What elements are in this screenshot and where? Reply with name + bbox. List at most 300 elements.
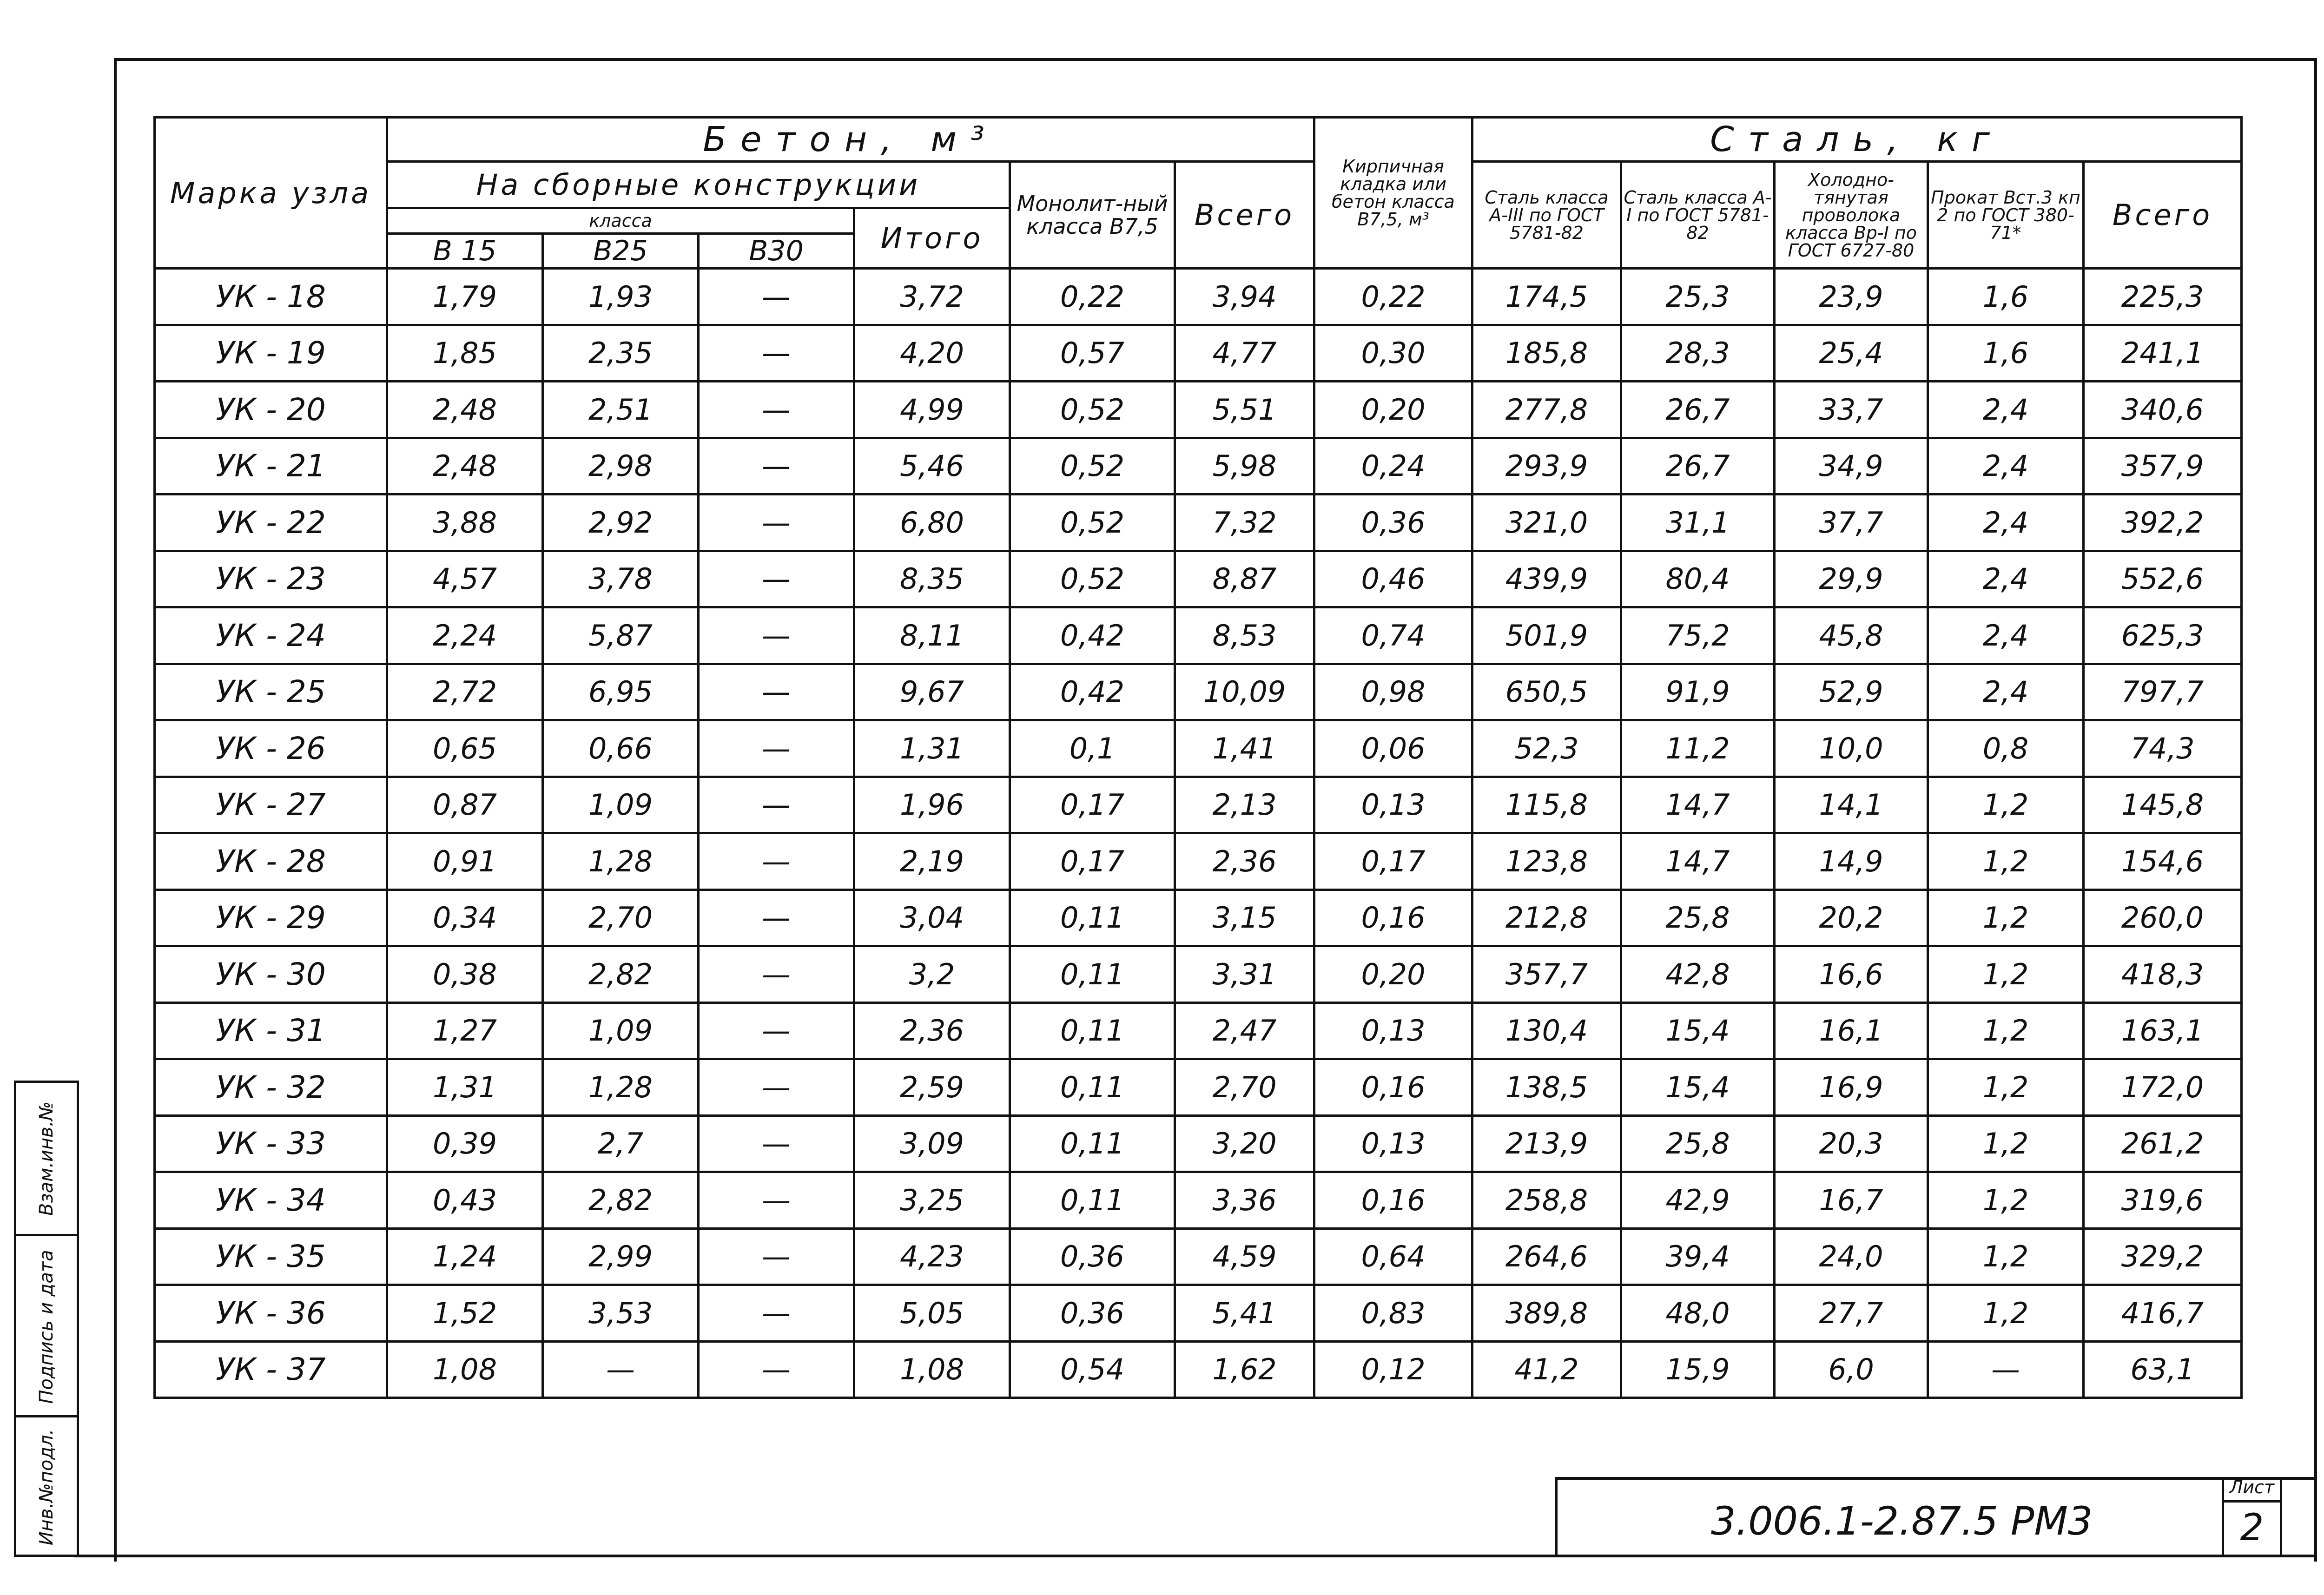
cell-b25: 2,82 (543, 946, 699, 1003)
cell-a3: 357,7 (1472, 946, 1621, 1003)
cell-brick: 0,22 (1314, 269, 1472, 325)
cell-sum: 3,20 (1175, 1115, 1314, 1172)
side-cell-sign-date (16, 1234, 77, 1417)
cell-sum: 3,94 (1175, 269, 1314, 325)
cell-a3: 439,9 (1472, 551, 1621, 607)
table-row (155, 494, 2242, 551)
cell-mark: УК - 32 (155, 1059, 387, 1116)
cell-total: 3,04 (854, 890, 1010, 946)
cell-b25: 2,7 (543, 1115, 699, 1172)
cell-b30: — (699, 1115, 854, 1172)
cell-brick: 0,20 (1314, 946, 1472, 1003)
cell-total: 1,31 (854, 720, 1010, 777)
cell-b15: 0,38 (387, 946, 543, 1003)
cell-b25: 2,92 (543, 494, 699, 551)
cell-sum: 8,87 (1175, 551, 1314, 607)
cell-a1: 11,2 (1621, 720, 1775, 777)
cell-wire: 16,9 (1775, 1059, 1928, 1116)
cell-sum: 1,62 (1175, 1341, 1314, 1398)
cell-a1: 15,4 (1621, 1002, 1775, 1059)
header-brick: Кирпичная кладка или бетон класса В7,5, м³ (1314, 118, 1472, 269)
cell-mark: УК - 21 (155, 438, 387, 494)
cell-wire: 14,9 (1775, 833, 1928, 890)
cell-steel: 625,3 (2084, 607, 2242, 664)
cell-total: 5,46 (854, 438, 1010, 494)
cell-sum: 4,77 (1175, 325, 1314, 382)
cell-brick: 0,13 (1314, 1115, 1472, 1172)
cell-steel: 261,2 (2084, 1115, 2242, 1172)
cell-a1: 25,3 (1621, 269, 1775, 325)
header-steel: Сталь, кг (1472, 118, 2242, 162)
header-b30: В30 (699, 234, 854, 269)
cell-b25: 1,28 (543, 1059, 699, 1116)
cell-a3: 115,8 (1472, 777, 1621, 833)
cell-rolled: 1,6 (1928, 269, 2084, 325)
cell-a3: 277,8 (1472, 382, 1621, 438)
side-stamp (14, 1081, 79, 1557)
cell-brick: 0,16 (1314, 1172, 1472, 1229)
cell-a1: 26,7 (1621, 438, 1775, 494)
cell-sum: 2,36 (1175, 833, 1314, 890)
table-row (155, 720, 2242, 777)
cell-b30: — (699, 382, 854, 438)
cell-a3: 321,0 (1472, 494, 1621, 551)
cell-brick: 0,12 (1314, 1341, 1472, 1398)
cell-steel: 329,2 (2084, 1228, 2242, 1285)
cell-brick: 0,83 (1314, 1285, 1472, 1342)
cell-total: 3,2 (854, 946, 1010, 1003)
cell-wire: 27,7 (1775, 1285, 1928, 1342)
header-wire: Холодно-тянутая проволока класса Вр-I по ГОСТ 6727-80 (1775, 162, 1928, 269)
cell-a1: 31,1 (1621, 494, 1775, 551)
cell-b15: 0,87 (387, 777, 543, 833)
header-b25: В25 (543, 234, 699, 269)
cell-b30: — (699, 494, 854, 551)
cell-a3: 293,9 (1472, 438, 1621, 494)
cell-sum: 5,41 (1175, 1285, 1314, 1342)
cell-a3: 185,8 (1472, 325, 1621, 382)
cell-a1: 42,8 (1621, 946, 1775, 1003)
cell-rolled: 2,4 (1928, 551, 2084, 607)
cell-mono: 0,52 (1010, 494, 1175, 551)
header-mark: Марка узла (155, 118, 387, 269)
cell-mark: УК - 24 (155, 607, 387, 664)
cell-mark: УК - 29 (155, 890, 387, 946)
side-cell-inv-repl (16, 1415, 77, 1557)
cell-rolled: 2,4 (1928, 607, 2084, 664)
cell-b15: 0,34 (387, 890, 543, 946)
cell-brick: 0,20 (1314, 382, 1472, 438)
cell-b15: 2,48 (387, 382, 543, 438)
cell-steel: 145,8 (2084, 777, 2242, 833)
cell-sum: 4,59 (1175, 1228, 1314, 1285)
cell-total: 3,25 (854, 1172, 1010, 1229)
cell-mono: 0,11 (1010, 1002, 1175, 1059)
cell-b30: — (699, 1228, 854, 1285)
cell-mark: УК - 18 (155, 269, 387, 325)
cell-b25: 2,70 (543, 890, 699, 946)
sheet-box (2222, 1477, 2282, 1557)
header-prefab: На сборные конструкции (387, 162, 1010, 208)
cell-b30: — (699, 1341, 854, 1398)
cell-b25: 1,28 (543, 833, 699, 890)
table-row (155, 269, 2242, 325)
cell-b25: 2,35 (543, 325, 699, 382)
cell-b15: 3,88 (387, 494, 543, 551)
cell-total: 4,23 (854, 1228, 1010, 1285)
cell-wire: 20,2 (1775, 890, 1928, 946)
side-cell-inv-orig (16, 1083, 77, 1234)
cell-b25: 2,99 (543, 1228, 699, 1285)
cell-sum: 8,53 (1175, 607, 1314, 664)
cell-b15: 2,48 (387, 438, 543, 494)
cell-a3: 174,5 (1472, 269, 1621, 325)
cell-b15: 2,72 (387, 664, 543, 720)
cell-sum: 2,13 (1175, 777, 1314, 833)
cell-steel: 163,1 (2084, 1002, 2242, 1059)
cell-b30: — (699, 438, 854, 494)
cell-b30: — (699, 720, 854, 777)
cell-wire: 45,8 (1775, 607, 1928, 664)
cell-wire: 33,7 (1775, 382, 1928, 438)
cell-b30: — (699, 1172, 854, 1229)
cell-b15: 0,39 (387, 1115, 543, 1172)
table-row (155, 890, 2242, 946)
header-steel-a3: Сталь класса А-III по ГОСТ 5781-82 (1472, 162, 1621, 269)
cell-brick: 0,74 (1314, 607, 1472, 664)
table-row (155, 1002, 2242, 1059)
cell-a1: 80,4 (1621, 551, 1775, 607)
specification-table (153, 116, 2243, 1399)
cell-mono: 0,17 (1010, 833, 1175, 890)
cell-b30: — (699, 833, 854, 890)
cell-steel: 357,9 (2084, 438, 2242, 494)
cell-total: 4,99 (854, 382, 1010, 438)
cell-mono: 0,54 (1010, 1341, 1175, 1398)
table-row (155, 1228, 2242, 1285)
cell-mark: УК - 19 (155, 325, 387, 382)
cell-b15: 1,52 (387, 1285, 543, 1342)
cell-a1: 15,4 (1621, 1059, 1775, 1116)
cell-mark: УК - 27 (155, 777, 387, 833)
cell-mono: 0,36 (1010, 1285, 1175, 1342)
cell-brick: 0,24 (1314, 438, 1472, 494)
header-steel-a1: Сталь класса А-I по ГОСТ 5781-82 (1621, 162, 1775, 269)
cell-total: 1,08 (854, 1341, 1010, 1398)
cell-a1: 91,9 (1621, 664, 1775, 720)
cell-mono: 0,52 (1010, 551, 1175, 607)
cell-brick: 0,06 (1314, 720, 1472, 777)
cell-rolled: 1,2 (1928, 890, 2084, 946)
cell-mono: 0,22 (1010, 269, 1175, 325)
cell-mono: 0,42 (1010, 664, 1175, 720)
cell-b30: — (699, 607, 854, 664)
cell-wire: 34,9 (1775, 438, 1928, 494)
cell-rolled: 1,2 (1928, 1002, 2084, 1059)
table-row (155, 777, 2242, 833)
cell-b30: — (699, 1059, 854, 1116)
cell-wire: 14,1 (1775, 777, 1928, 833)
cell-sum: 10,09 (1175, 664, 1314, 720)
cell-b15: 1,08 (387, 1341, 543, 1398)
cell-rolled: 1,2 (1928, 1115, 2084, 1172)
cell-b25: 6,95 (543, 664, 699, 720)
cell-a3: 123,8 (1472, 833, 1621, 890)
cell-mono: 0,11 (1010, 1059, 1175, 1116)
cell-a1: 25,8 (1621, 1115, 1775, 1172)
cell-steel: 340,6 (2084, 382, 2242, 438)
cell-b25: 5,87 (543, 607, 699, 664)
cell-total: 1,96 (854, 777, 1010, 833)
table-row (155, 1172, 2242, 1229)
cell-mono: 0,1 (1010, 720, 1175, 777)
header-class: класса (387, 208, 854, 234)
cell-mark: УК - 30 (155, 946, 387, 1003)
cell-b25: 3,78 (543, 551, 699, 607)
cell-b25: 2,51 (543, 382, 699, 438)
cell-rolled: 1,2 (1928, 1228, 2084, 1285)
sheet-number: 2 (2240, 1506, 2264, 1549)
cell-total: 9,67 (854, 664, 1010, 720)
cell-a3: 138,5 (1472, 1059, 1621, 1116)
cell-b15: 1,31 (387, 1059, 543, 1116)
cell-mono: 0,17 (1010, 777, 1175, 833)
cell-steel: 552,6 (2084, 551, 2242, 607)
cell-sum: 3,15 (1175, 890, 1314, 946)
cell-steel: 63,1 (2084, 1341, 2242, 1398)
cell-mono: 0,11 (1010, 946, 1175, 1003)
cell-steel: 74,3 (2084, 720, 2242, 777)
cell-sum: 5,98 (1175, 438, 1314, 494)
cell-a3: 264,6 (1472, 1228, 1621, 1285)
cell-b25: 2,82 (543, 1172, 699, 1229)
cell-total: 3,09 (854, 1115, 1010, 1172)
cell-a1: 25,8 (1621, 890, 1775, 946)
cell-rolled: 1,2 (1928, 777, 2084, 833)
table-row (155, 551, 2242, 607)
title-block (1555, 1477, 2315, 1557)
header-total: Итого (854, 208, 1010, 269)
cell-sum: 1,41 (1175, 720, 1314, 777)
cell-b15: 1,24 (387, 1228, 543, 1285)
cell-rolled: 2,4 (1928, 382, 2084, 438)
cell-wire: 29,9 (1775, 551, 1928, 607)
table-row (155, 833, 2242, 890)
cell-a1: 28,3 (1621, 325, 1775, 382)
cell-b30: — (699, 777, 854, 833)
table-row (155, 1341, 2242, 1398)
cell-b25: 1,93 (543, 269, 699, 325)
cell-wire: 52,9 (1775, 664, 1928, 720)
cell-mark: УК - 23 (155, 551, 387, 607)
table-row (155, 1115, 2242, 1172)
cell-steel: 241,1 (2084, 325, 2242, 382)
cell-b15: 0,65 (387, 720, 543, 777)
cell-total: 8,11 (854, 607, 1010, 664)
cell-sum: 2,70 (1175, 1059, 1314, 1116)
sheet-label: Лист (2224, 1477, 2280, 1503)
cell-b30: — (699, 1002, 854, 1059)
cell-rolled: 2,4 (1928, 438, 2084, 494)
cell-total: 2,19 (854, 833, 1010, 890)
cell-b15: 0,91 (387, 833, 543, 890)
cell-mark: УК - 34 (155, 1172, 387, 1229)
cell-wire: 25,4 (1775, 325, 1928, 382)
cell-a1: 26,7 (1621, 382, 1775, 438)
side-inv-repl-text: Инв.№подл. (36, 1429, 57, 1546)
cell-rolled: 1,2 (1928, 1285, 2084, 1342)
cell-rolled: 1,2 (1928, 946, 2084, 1003)
cell-brick: 0,98 (1314, 664, 1472, 720)
cell-a3: 130,4 (1472, 1002, 1621, 1059)
cell-steel: 416,7 (2084, 1285, 2242, 1342)
table-row (155, 438, 2242, 494)
cell-mark: УК - 28 (155, 833, 387, 890)
cell-steel: 418,3 (2084, 946, 2242, 1003)
cell-a3: 212,8 (1472, 890, 1621, 946)
cell-mark: УК - 33 (155, 1115, 387, 1172)
cell-wire: 37,7 (1775, 494, 1928, 551)
header-rolled: Прокат Вст.3 кп 2 по ГОСТ 380-71* (1928, 162, 2084, 269)
cell-wire: 23,9 (1775, 269, 1928, 325)
cell-sum: 3,36 (1175, 1172, 1314, 1229)
cell-b25: 1,09 (543, 777, 699, 833)
cell-a1: 39,4 (1621, 1228, 1775, 1285)
cell-rolled: 1,6 (1928, 325, 2084, 382)
header-concrete-sum: Всего (1175, 162, 1314, 269)
cell-a1: 48,0 (1621, 1285, 1775, 1342)
cell-a3: 650,5 (1472, 664, 1621, 720)
cell-b30: — (699, 1285, 854, 1342)
table-row (155, 946, 2242, 1003)
cell-steel: 172,0 (2084, 1059, 2242, 1116)
cell-mark: УК - 25 (155, 664, 387, 720)
side-inv-orig-text: Взам.инв.№ (36, 1101, 57, 1216)
cell-mono: 0,57 (1010, 325, 1175, 382)
side-sign-date-text: Подпись и дата (36, 1250, 57, 1404)
cell-mark: УК - 22 (155, 494, 387, 551)
cell-a1: 15,9 (1621, 1341, 1775, 1398)
cell-b15: 4,57 (387, 551, 543, 607)
cell-b25: — (543, 1341, 699, 1398)
cell-a3: 41,2 (1472, 1341, 1621, 1398)
cell-rolled: 2,4 (1928, 494, 2084, 551)
cell-steel: 797,7 (2084, 664, 2242, 720)
cell-steel: 319,6 (2084, 1172, 2242, 1229)
cell-brick: 0,16 (1314, 1059, 1472, 1116)
cell-mark: УК - 20 (155, 382, 387, 438)
cell-b30: — (699, 890, 854, 946)
cell-a3: 258,8 (1472, 1172, 1621, 1229)
header-concrete: Бетон, м³ (387, 118, 1314, 162)
cell-total: 8,35 (854, 551, 1010, 607)
cell-mono: 0,36 (1010, 1228, 1175, 1285)
cell-b25: 0,66 (543, 720, 699, 777)
cell-mono: 0,52 (1010, 382, 1175, 438)
cell-total: 5,05 (854, 1285, 1010, 1342)
cell-a3: 52,3 (1472, 720, 1621, 777)
cell-a3: 213,9 (1472, 1115, 1621, 1172)
cell-total: 6,80 (854, 494, 1010, 551)
cell-brick: 0,13 (1314, 777, 1472, 833)
cell-rolled: 1,2 (1928, 1172, 2084, 1229)
cell-sum: 5,51 (1175, 382, 1314, 438)
cell-rolled: — (1928, 1341, 2084, 1398)
cell-mono: 0,11 (1010, 1115, 1175, 1172)
cell-sum: 2,47 (1175, 1002, 1314, 1059)
cell-wire: 16,6 (1775, 946, 1928, 1003)
cell-mark: УК - 31 (155, 1002, 387, 1059)
cell-rolled: 1,2 (1928, 833, 2084, 890)
cell-mark: УК - 35 (155, 1228, 387, 1285)
cell-total: 2,36 (854, 1002, 1010, 1059)
table-row (155, 382, 2242, 438)
cell-b15: 1,79 (387, 269, 543, 325)
cell-brick: 0,64 (1314, 1228, 1472, 1285)
cell-a3: 501,9 (1472, 607, 1621, 664)
header-steel-sum: Всего (2084, 162, 2242, 269)
cell-sum: 3,31 (1175, 946, 1314, 1003)
cell-wire: 10,0 (1775, 720, 1928, 777)
cell-a1: 14,7 (1621, 833, 1775, 890)
cell-sum: 7,32 (1175, 494, 1314, 551)
cell-total: 2,59 (854, 1059, 1010, 1116)
cell-b15: 1,27 (387, 1002, 543, 1059)
cell-b30: — (699, 946, 854, 1003)
cell-brick: 0,36 (1314, 494, 1472, 551)
cell-mono: 0,11 (1010, 890, 1175, 946)
cell-rolled: 1,2 (1928, 1059, 2084, 1116)
cell-mark: УК - 36 (155, 1285, 387, 1342)
cell-wire: 16,7 (1775, 1172, 1928, 1229)
cell-b15: 1,85 (387, 325, 543, 382)
cell-total: 3,72 (854, 269, 1010, 325)
cell-brick: 0,16 (1314, 890, 1472, 946)
header-b15: В 15 (387, 234, 543, 269)
cell-b15: 2,24 (387, 607, 543, 664)
cell-mono: 0,11 (1010, 1172, 1175, 1229)
cell-steel: 154,6 (2084, 833, 2242, 890)
cell-a1: 14,7 (1621, 777, 1775, 833)
cell-b30: — (699, 551, 854, 607)
cell-mono: 0,42 (1010, 607, 1175, 664)
cell-wire: 6,0 (1775, 1341, 1928, 1398)
table-row (155, 607, 2242, 664)
cell-b15: 0,43 (387, 1172, 543, 1229)
cell-wire: 20,3 (1775, 1115, 1928, 1172)
cell-a1: 42,9 (1621, 1172, 1775, 1229)
cell-brick: 0,46 (1314, 551, 1472, 607)
cell-b25: 1,09 (543, 1002, 699, 1059)
cell-a1: 75,2 (1621, 607, 1775, 664)
cell-mark: УК - 37 (155, 1341, 387, 1398)
cell-b30: — (699, 325, 854, 382)
cell-b30: — (699, 269, 854, 325)
cell-rolled: 2,4 (1928, 664, 2084, 720)
table-row (155, 1059, 2242, 1116)
cell-brick: 0,30 (1314, 325, 1472, 382)
cell-wire: 24,0 (1775, 1228, 1928, 1285)
cell-wire: 16,1 (1775, 1002, 1928, 1059)
cell-steel: 392,2 (2084, 494, 2242, 551)
header-monolith: Монолит-ный класса В7,5 (1010, 162, 1175, 269)
cell-mono: 0,52 (1010, 438, 1175, 494)
table-row (155, 1285, 2242, 1342)
cell-mark: УК - 26 (155, 720, 387, 777)
cell-rolled: 0,8 (1928, 720, 2084, 777)
cell-total: 4,20 (854, 325, 1010, 382)
cell-steel: 225,3 (2084, 269, 2242, 325)
